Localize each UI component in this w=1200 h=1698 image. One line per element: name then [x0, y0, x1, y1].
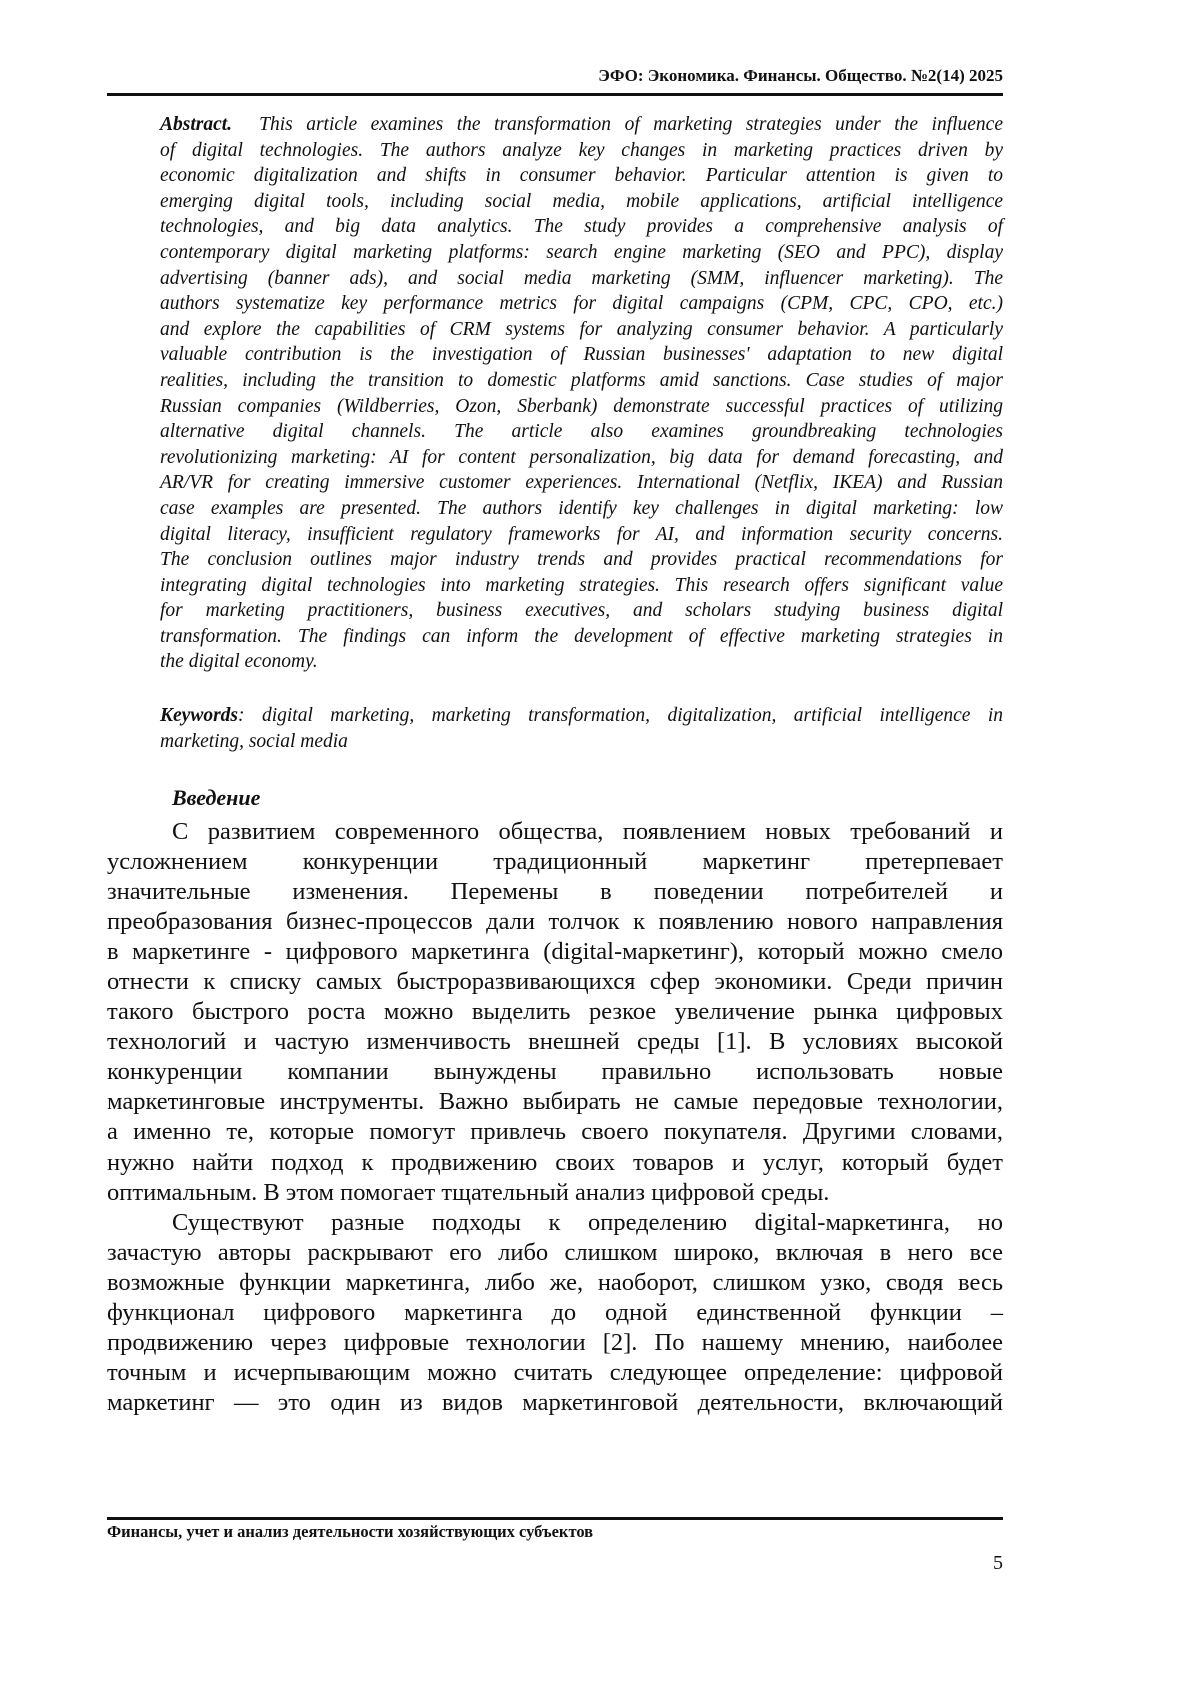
paragraph-line: преобразования бизнес-процессов дали толчок к появлению нового направления: [107, 907, 1003, 937]
abstract-text: and explore the capabilities of CRM systems for analyzing consumer behavior. A particularly: [160, 319, 1003, 340]
abstract-text: economic digitalization and shifts in consumer behavior. Particular attention is given to: [160, 165, 1003, 186]
abstract-line: [160, 368, 1003, 394]
paragraph-line: конкуренции компании вынуждены правильно использовать новые: [107, 1057, 1003, 1087]
abstract-text: advertising (banner ads), and social media marketing (SMM, influencer marketing). The: [160, 268, 1003, 289]
abstract-text: the digital economy.: [160, 651, 318, 672]
paragraph-line: оптимальным. В этом помогает тщательный анализ цифровой среды.: [107, 1178, 1003, 1208]
header-rule: [107, 93, 1003, 96]
paragraph-line: зачастую авторы раскрывают его либо слишком широко, включая в него все: [107, 1238, 1003, 1268]
paragraph-line: Существуют разные подходы к определению digital-маркетинга, но: [107, 1208, 1003, 1238]
abstract-line: [160, 266, 1003, 292]
paragraph-line: продвижению через цифровые технологии [2]. По нашему мнению, наиболее: [107, 1328, 1003, 1358]
keywords-text: marketing, social media: [160, 731, 348, 752]
abstract: [160, 112, 1003, 675]
abstract-text: digital literacy, insufficient regulatory frameworks for AI, and information security concerns.: [160, 524, 1003, 545]
paragraph-line: такого быстрого роста можно выделить резкое увеличение рынка цифровых: [107, 997, 1003, 1027]
abstract-text: realities, including the transition to domestic platforms amid sanctions. Case studies of major: [160, 370, 1003, 391]
paragraph-line: усложнением конкуренции традиционный маркетинг претерпевает: [107, 847, 1003, 877]
abstract-line: [160, 317, 1003, 343]
section-heading: Введение: [172, 785, 260, 811]
abstract-line: [160, 598, 1003, 624]
abstract-text: authors systematize key performance metrics for digital campaigns (CPM, CPC, CPO, etc.): [160, 293, 1003, 314]
paragraph-line: точным и исчерпывающим можно считать следующее определение: цифровой: [107, 1358, 1003, 1388]
abstract-text: valuable contribution is the investigation of Russian businesses' adaptation to new digital: [160, 344, 1003, 365]
keywords: [160, 703, 1003, 754]
abstract-line: [160, 189, 1003, 215]
paragraph: [107, 817, 1003, 1208]
abstract-line: [160, 445, 1003, 471]
keywords-colon: :: [238, 705, 245, 726]
paragraph-line: значительные изменения. Перемены в поведении потребителей и: [107, 877, 1003, 907]
footer-rule: [107, 1517, 1003, 1520]
paragraph-line: функционал цифрового маркетинга до одной единственной функции –: [107, 1298, 1003, 1328]
abstract-line: [160, 573, 1003, 599]
abstract-line: [160, 214, 1003, 240]
paragraph-line: нужно найти подход к продвижению своих товаров и услуг, который будет: [107, 1148, 1003, 1178]
abstract-line: [160, 496, 1003, 522]
abstract-text: for marketing practitioners, business executives, and scholars studying business digital: [160, 600, 1003, 621]
abstract-line: [160, 138, 1003, 164]
abstract-text: technologies, and big data analytics. The study provides a comprehensive analysis of: [160, 216, 1003, 237]
abstract-line: [160, 547, 1003, 573]
abstract-text: AR/VR for creating immersive customer experiences. International (Netflix, IKEA) and Russian: [160, 472, 1003, 493]
abstract-text: Russian companies (Wildberries, Ozon, Sberbank) demonstrate successful practices of utilizing: [160, 396, 1003, 417]
keywords-label: Keywords: [160, 705, 238, 726]
abstract-text: integrating digital technologies into marketing strategies. This research offers significant value: [160, 575, 1003, 596]
paragraph: [107, 1208, 1003, 1418]
abstract-line: [160, 649, 1003, 675]
keywords-text: digital marketing, marketing transformation, digitalization, artificial intelligence in: [262, 705, 1003, 726]
abstract-line: [160, 522, 1003, 548]
keywords-line: [160, 703, 1003, 729]
paragraph-line: маркетинг — это один из видов маркетинговой деятельности, включающий: [107, 1388, 1003, 1418]
abstract-label: Abstract.: [160, 114, 232, 135]
abstract-text: case examples are presented. The authors identify key challenges in digital marketing: low: [160, 498, 1003, 519]
abstract-text: alternative digital channels. The article also examines groundbreaking technologies: [160, 421, 1003, 442]
page-number: 5: [993, 1552, 1003, 1575]
abstract-line: [160, 419, 1003, 445]
abstract-text: The conclusion outlines major industry trends and provides practical recommendations for: [160, 549, 1003, 570]
paragraph-line: возможные функции маркетинга, либо же, наоборот, слишком узко, сводя весь: [107, 1268, 1003, 1298]
abstract-line: [160, 291, 1003, 317]
abstract-text: of digital technologies. The authors analyze key changes in marketing practices driven by: [160, 140, 1003, 161]
running-header: ЭФО: Экономика. Финансы. Общество. №2(14) 2025: [598, 66, 1003, 86]
abstract-line: [160, 240, 1003, 266]
paragraph-line: а именно те, которые помогут привлечь своего покупателя. Другими словами,: [107, 1117, 1003, 1147]
keywords-line: [160, 729, 1003, 755]
paragraph-line: технологий и частую изменчивость внешней среды [1]. В условиях высокой: [107, 1027, 1003, 1057]
abstract-line: [160, 112, 1003, 138]
abstract-line: [160, 163, 1003, 189]
paragraph-line: С развитием современного общества, появлением новых требований и: [107, 817, 1003, 847]
abstract-line: [160, 624, 1003, 650]
paragraph-line: маркетинговые инструменты. Важно выбирать не самые передовые технологии,: [107, 1087, 1003, 1117]
paragraph-line: отнести к списку самых быстроразвивающихся сфер экономики. Среди причин: [107, 967, 1003, 997]
paragraph-line: в маркетинге - цифрового маркетинга (digital-маркетинг), который можно смело: [107, 937, 1003, 967]
abstract-text: transformation. The findings can inform the development of effective marketing strategies in: [160, 626, 1003, 647]
abstract-line: [160, 342, 1003, 368]
abstract-text: This article examines the transformation of marketing strategies under the influence: [259, 114, 1003, 135]
abstract-text: emerging digital tools, including social media, mobile applications, artificial intelligence: [160, 191, 1003, 212]
abstract-text: revolutionizing marketing: AI for content personalization, big data for demand forecasting, and: [160, 447, 1003, 468]
abstract-line: [160, 394, 1003, 420]
abstract-text: contemporary digital marketing platforms: search engine marketing (SEO and PPC), display: [160, 242, 1003, 263]
abstract-line: [160, 470, 1003, 496]
footer-section-title: Финансы, учет и анализ деятельности хозяйствующих субъектов: [107, 1522, 593, 1542]
